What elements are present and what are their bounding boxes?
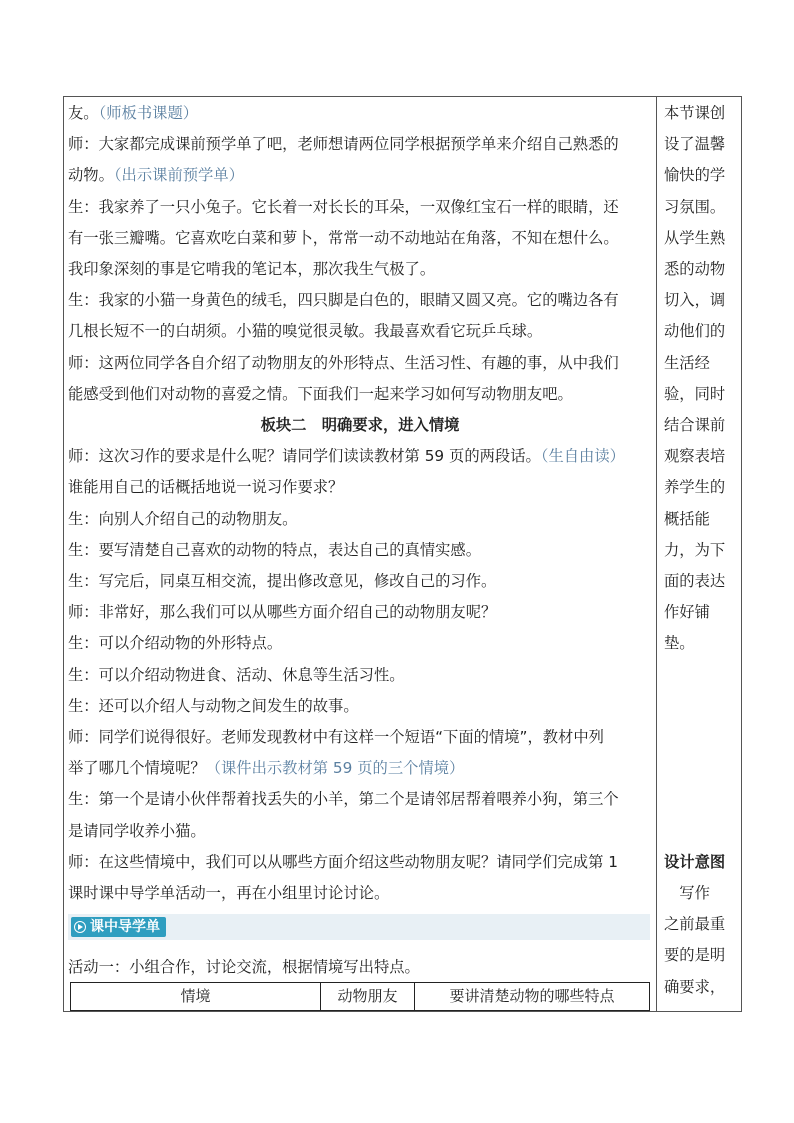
- text-segment: 谁能用自己的话概括地说一说习作要求？: [68, 478, 344, 497]
- side-note-line: 本节课创: [664, 104, 726, 122]
- text-line: [68, 691, 652, 721]
- text-line: [68, 316, 652, 346]
- side-note-line: 验，同时: [664, 384, 726, 403]
- section-heading: [68, 410, 652, 440]
- text-segment: 师：在这些情境中，我们可以从哪些方面介绍这些动物朋友呢？请同学们完成第 1: [68, 852, 618, 871]
- text-line: [68, 816, 652, 846]
- text-segment: 生：向别人介绍自己的动物朋友。: [68, 509, 298, 528]
- text-line: [68, 98, 652, 128]
- column-divider: [656, 96, 657, 1012]
- text-line: [68, 504, 652, 534]
- side-note-line: 力，为下: [664, 540, 726, 559]
- side-note-line: 之前最重: [664, 915, 726, 934]
- text-segment: 动物。: [68, 166, 114, 185]
- text-segment: 板块二 明确要求，进入情境: [260, 416, 460, 434]
- text-segment: 是请同学收养小猫。: [68, 821, 206, 840]
- text-segment: 师：这两位同学各自介绍了动物朋友的外形特点、生活习性、有趣的事，从中我们: [68, 353, 619, 372]
- text-segment: 几根长短不一的白胡须。小猫的嗅觉很灵敏。我最喜欢看它玩乒乓球。: [68, 322, 543, 341]
- text-line: [68, 535, 652, 565]
- text-line: [68, 722, 652, 752]
- text-segment: 师：非常好，那么我们可以从哪些方面介绍自己的动物朋友呢？: [68, 603, 497, 622]
- side-note-line: 结合课前: [664, 416, 726, 434]
- text-segment: 能感受到他们对动物的喜爱之情。下面我们一起来学习如何写动物朋友吧。: [68, 384, 573, 403]
- text-line: [68, 784, 652, 814]
- text-segment: 友。: [68, 104, 99, 122]
- text-segment: 生：要写清楚自己喜欢的动物的特点，表达自己的真情实感。: [68, 540, 482, 559]
- side-note-line: 垫。: [664, 634, 695, 653]
- text-segment: 生：第一个是请小伙伴帮着找丢失的小羊，第二个是请邻居帮着喂养小狗，第三个: [68, 790, 619, 809]
- side-note-line: 概括能: [664, 509, 710, 528]
- text-line: [68, 285, 652, 315]
- text-line: [68, 753, 652, 783]
- side-note-line: 生活经: [664, 353, 710, 372]
- side-note-line: 养学生的: [664, 478, 726, 497]
- text-line: [68, 566, 652, 596]
- side-note-line: 观察表培: [664, 447, 726, 466]
- guide-label: 课中导学单: [90, 919, 160, 935]
- text-line: [68, 254, 652, 284]
- text-segment: 师：这次习作的要求是什么呢？请同学们读读教材第 59 页的两段话。: [68, 447, 541, 466]
- stage-direction: （出示课前预学单）: [113, 166, 244, 185]
- text-line: [68, 628, 652, 658]
- text-line: [68, 348, 652, 378]
- text-line: [68, 472, 652, 502]
- text-segment: 生：还可以介绍人与动物之间发生的故事。: [68, 696, 359, 715]
- text-line: [68, 129, 652, 159]
- side-note-line: 作好铺: [664, 603, 710, 622]
- text-segment: 课时课中导学单活动一，再在小组里讨论讨论。: [68, 884, 390, 902]
- stage-direction: （生自由读）: [540, 447, 625, 466]
- side-note-line: 愉快的学: [664, 166, 726, 185]
- side-note-line: 写作: [664, 884, 710, 902]
- stage-direction: （师板书课题）: [98, 104, 199, 122]
- guide-banner: [68, 914, 650, 940]
- text-segment: 我印象深刻的事是它啃我的笔记本，那次我生气极了。: [68, 260, 436, 278]
- text-segment: 举了哪几个情境呢？: [68, 759, 206, 778]
- side-note-line: 习氛围。: [664, 197, 726, 216]
- header-scenario: 情境: [71, 983, 321, 1010]
- activity-table-header: [70, 982, 650, 1011]
- text-segment: 有一张三瓣嘴。它喜欢吃白菜和萝卜，常常一动不动地站在角落，不知在想什么。: [68, 228, 619, 247]
- activity-instruction: 活动一：小组合作，讨论交流，根据情境写出特点。: [68, 958, 420, 976]
- text-line: [68, 597, 652, 627]
- text-line: [68, 847, 652, 877]
- text-segment: 生：可以介绍动物的外形特点。: [68, 634, 283, 653]
- play-circle-icon: [74, 921, 86, 933]
- text-line: [68, 160, 652, 190]
- text-line: [68, 441, 652, 471]
- text-line: [68, 223, 652, 253]
- stage-direction: （课件出示教材第 59 页的三个情境）: [205, 759, 465, 778]
- text-segment: 生：我家养了一只小兔子。它长着一对长长的耳朵，一双像红宝石一样的眼睛，还: [68, 197, 619, 216]
- side-note-line: 悉的动物: [664, 260, 726, 278]
- text-segment: 师：大家都完成课前预学单了吧，老师想请两位同学根据预学单来介绍自己熟悉的: [68, 135, 619, 154]
- text-line: [68, 379, 652, 409]
- side-note-line: 确要求，: [664, 977, 726, 996]
- side-note-line: 从学生熟: [664, 228, 726, 247]
- text-line: [68, 660, 652, 690]
- side-note-line: 设了温馨: [664, 135, 726, 154]
- side-note-line: 切入，调: [664, 291, 726, 310]
- text-segment: 生：写完后，同桌互相交流，提出修改意见，修改自己的习作。: [68, 572, 497, 590]
- text-line: [68, 192, 652, 222]
- side-note-line: 面的表达: [664, 572, 726, 590]
- design-intent-title: 设计意图: [664, 852, 726, 871]
- header-features: 要讲清楚动物的哪些特点: [449, 987, 615, 1005]
- side-note-line: 要的是明: [664, 946, 726, 965]
- guide-tag: [71, 917, 166, 937]
- text-segment: 生：可以介绍动物进食、活动、休息等生活习性。: [68, 665, 405, 684]
- text-segment: 生：我家的小猫一身黄色的绒毛，四只脚是白色的，眼睛又圆又亮。它的嘴边各有: [68, 291, 619, 310]
- text-segment: 师：同学们说得很好。老师发现教材中有这样一个短语“下面的情境”，教材中列: [68, 728, 604, 746]
- header-animal-friend: 动物朋友: [321, 983, 415, 1010]
- side-note-line: 动他们的: [664, 322, 726, 341]
- text-line: [68, 878, 652, 908]
